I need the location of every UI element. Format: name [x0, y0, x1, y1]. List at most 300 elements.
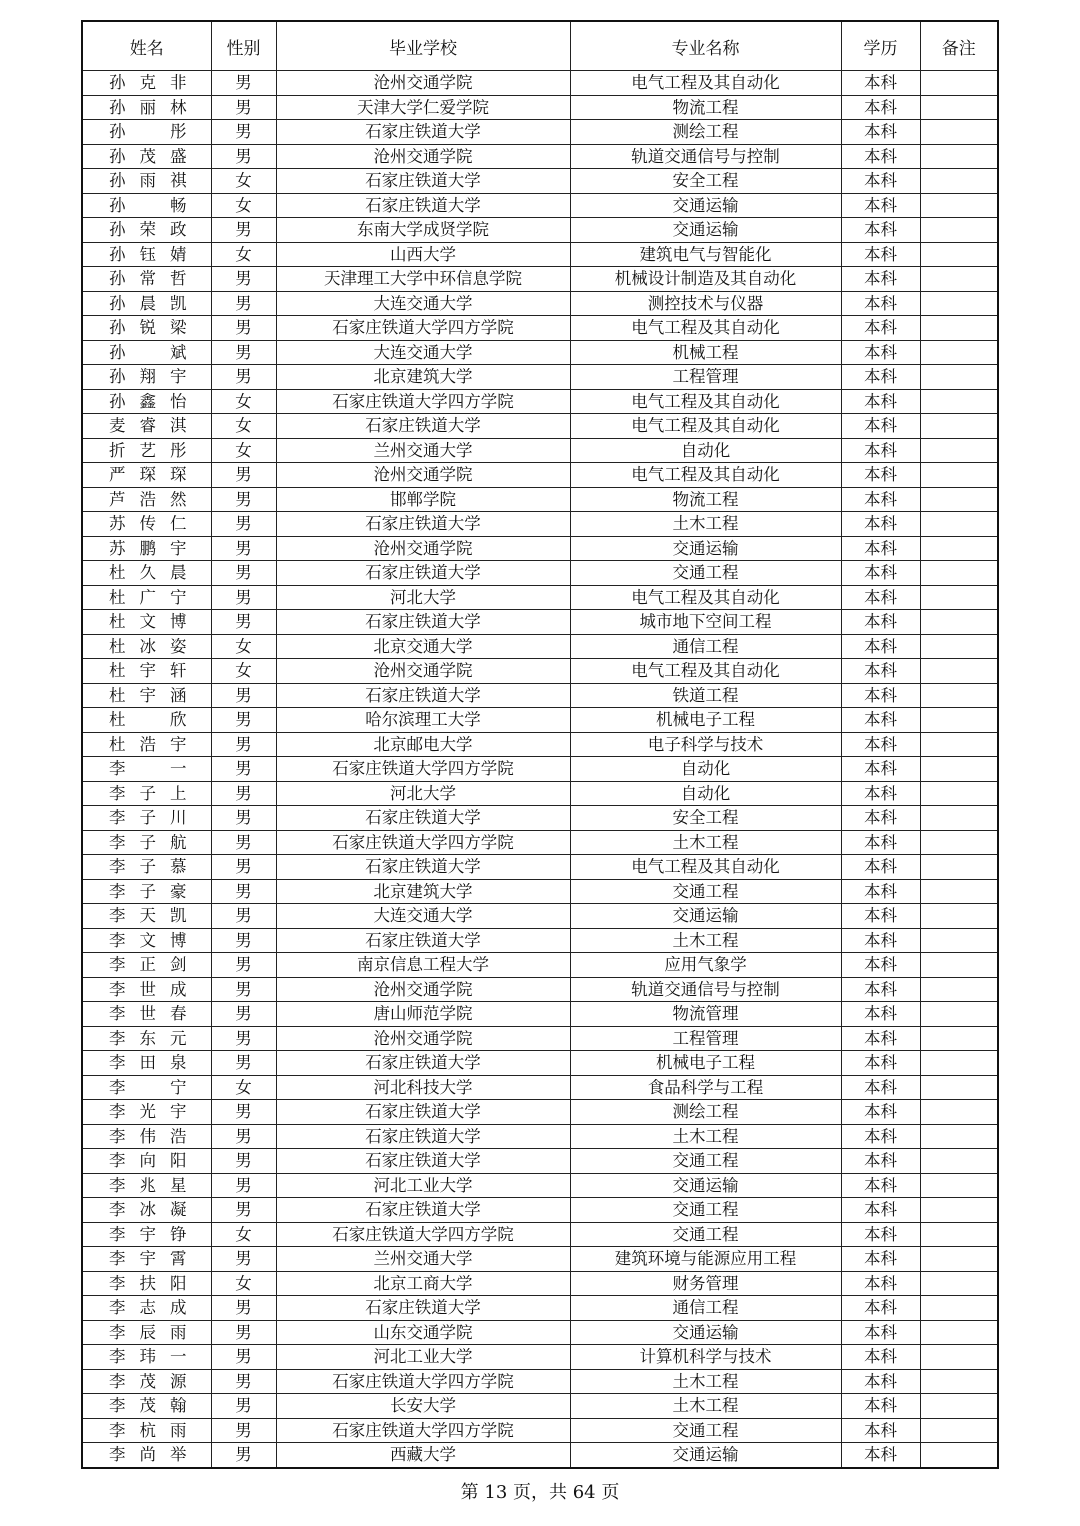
name-cell — [82, 561, 211, 586]
school-cell: 北京工商大学 — [276, 1271, 570, 1296]
name-cell — [82, 683, 211, 708]
table-row — [82, 487, 998, 512]
table-row — [82, 708, 998, 733]
degree-cell: 本科 — [841, 438, 920, 463]
table-body — [82, 71, 998, 1468]
person-name: 孙 丽 林 — [109, 97, 187, 117]
school-cell: 石家庄铁道大学四方学院 — [276, 1222, 570, 1247]
major-cell: 建筑电气与智能化 — [570, 242, 841, 267]
name-cell — [82, 169, 211, 194]
major-cell: 应用气象学 — [570, 953, 841, 978]
name-cell — [82, 1051, 211, 1076]
person-name: 李 扶 阳 — [109, 1273, 187, 1293]
major-cell: 物流管理 — [570, 1002, 841, 1027]
table-row — [82, 1026, 998, 1051]
degree-cell: 本科 — [841, 732, 920, 757]
gender-cell: 男 — [211, 757, 276, 782]
table-row — [82, 732, 998, 757]
major-cell: 交通工程 — [570, 879, 841, 904]
gender-cell: 男 — [211, 1296, 276, 1321]
degree-cell: 本科 — [841, 879, 920, 904]
gender-cell: 男 — [211, 806, 276, 831]
degree-cell: 本科 — [841, 659, 920, 684]
remarks-cell — [920, 708, 998, 733]
remarks-cell — [920, 1026, 998, 1051]
table-row — [82, 1222, 998, 1247]
person-name: 孙 晨 凯 — [109, 293, 187, 313]
degree-cell: 本科 — [841, 267, 920, 292]
degree-cell: 本科 — [841, 487, 920, 512]
remarks-cell — [920, 144, 998, 169]
remarks-cell — [920, 1198, 998, 1223]
gender-cell: 女 — [211, 634, 276, 659]
major-cell: 电气工程及其自动化 — [570, 463, 841, 488]
major-cell: 土木工程 — [570, 1124, 841, 1149]
degree-cell: 本科 — [841, 463, 920, 488]
remarks-cell — [920, 953, 998, 978]
major-cell: 安全工程 — [570, 169, 841, 194]
gender-cell: 男 — [211, 1320, 276, 1345]
remarks-cell — [920, 365, 998, 390]
major-cell: 自动化 — [570, 781, 841, 806]
table-row — [82, 1100, 998, 1125]
person-name: 孙 翔 宇 — [109, 367, 187, 387]
school-cell: 石家庄铁道大学 — [276, 855, 570, 880]
school-cell: 沧州交通学院 — [276, 659, 570, 684]
degree-cell: 本科 — [841, 806, 920, 831]
name-cell — [82, 585, 211, 610]
major-cell: 城市地下空间工程 — [570, 610, 841, 635]
degree-cell: 本科 — [841, 1345, 920, 1370]
table-row — [82, 683, 998, 708]
gender-cell: 男 — [211, 585, 276, 610]
major-cell: 电气工程及其自动化 — [570, 855, 841, 880]
gender-cell: 女 — [211, 1271, 276, 1296]
person-name: 李 子 上 — [109, 783, 187, 803]
gender-cell: 女 — [211, 242, 276, 267]
school-cell: 兰州交通大学 — [276, 1247, 570, 1272]
table-row — [82, 610, 998, 635]
degree-cell: 本科 — [841, 1100, 920, 1125]
person-name: 李 光 宇 — [109, 1102, 187, 1122]
gender-cell: 男 — [211, 1149, 276, 1174]
major-cell: 交通工程 — [570, 1149, 841, 1174]
school-cell: 河北工业大学 — [276, 1173, 570, 1198]
person-name: 李 宁 — [109, 1077, 187, 1097]
school-cell: 石家庄铁道大学 — [276, 193, 570, 218]
gender-cell: 男 — [211, 1173, 276, 1198]
degree-cell: 本科 — [841, 1149, 920, 1174]
gender-cell: 男 — [211, 267, 276, 292]
degree-cell: 本科 — [841, 1320, 920, 1345]
person-name: 李 兆 星 — [109, 1175, 187, 1195]
name-cell — [82, 953, 211, 978]
name-cell — [82, 218, 211, 243]
gender-cell: 男 — [211, 1100, 276, 1125]
remarks-cell — [920, 1394, 998, 1419]
table-row — [82, 953, 998, 978]
major-cell: 交通工程 — [570, 1222, 841, 1247]
table-row — [82, 120, 998, 145]
major-cell: 电气工程及其自动化 — [570, 585, 841, 610]
major-cell: 工程管理 — [570, 1026, 841, 1051]
person-name: 孙 克 非 — [109, 73, 187, 93]
school-cell: 石家庄铁道大学 — [276, 683, 570, 708]
gender-cell: 女 — [211, 169, 276, 194]
school-cell: 大连交通大学 — [276, 291, 570, 316]
table-row — [82, 169, 998, 194]
school-cell: 沧州交通学院 — [276, 144, 570, 169]
table-row — [82, 144, 998, 169]
remarks-cell — [920, 1418, 998, 1443]
remarks-cell — [920, 1002, 998, 1027]
person-name: 孙 钰 婧 — [109, 244, 187, 264]
table-row — [82, 1345, 998, 1370]
school-cell: 天津理工大学中环信息学院 — [276, 267, 570, 292]
school-cell: 河北大学 — [276, 781, 570, 806]
degree-cell: 本科 — [841, 1173, 920, 1198]
major-cell: 电气工程及其自动化 — [570, 71, 841, 96]
degree-cell: 本科 — [841, 193, 920, 218]
degree-cell: 本科 — [841, 1198, 920, 1223]
major-cell: 土木工程 — [570, 512, 841, 537]
name-cell — [82, 1247, 211, 1272]
table-row — [82, 1051, 998, 1076]
remarks-cell — [920, 1051, 998, 1076]
table-row — [82, 634, 998, 659]
roster-table — [81, 20, 999, 1469]
remarks-cell — [920, 389, 998, 414]
gender-cell: 男 — [211, 953, 276, 978]
major-cell: 工程管理 — [570, 365, 841, 390]
degree-cell: 本科 — [841, 536, 920, 561]
person-name: 李 玮 一 — [109, 1347, 187, 1367]
person-name: 杜 久 晨 — [109, 563, 187, 583]
name-cell — [82, 291, 211, 316]
major-cell: 电气工程及其自动化 — [570, 316, 841, 341]
gender-cell: 女 — [211, 193, 276, 218]
remarks-cell — [920, 414, 998, 439]
name-cell — [82, 120, 211, 145]
degree-cell: 本科 — [841, 71, 920, 96]
major-cell: 自动化 — [570, 438, 841, 463]
school-cell: 石家庄铁道大学 — [276, 1051, 570, 1076]
name-cell — [82, 242, 211, 267]
person-name: 芦 浩 然 — [109, 489, 187, 509]
remarks-cell — [920, 1443, 998, 1468]
table-row — [82, 365, 998, 390]
remarks-cell — [920, 1345, 998, 1370]
gender-cell: 男 — [211, 928, 276, 953]
person-name: 李 冰 凝 — [109, 1200, 187, 1220]
school-cell: 石家庄铁道大学 — [276, 1296, 570, 1321]
person-name: 李 杭 雨 — [109, 1420, 187, 1440]
major-cell: 电气工程及其自动化 — [570, 389, 841, 414]
degree-cell: 本科 — [841, 389, 920, 414]
major-cell: 物流工程 — [570, 95, 841, 120]
remarks-cell — [920, 512, 998, 537]
remarks-cell — [920, 536, 998, 561]
person-name: 杜 宇 轩 — [109, 661, 187, 681]
major-cell: 通信工程 — [570, 1296, 841, 1321]
gender-cell: 男 — [211, 561, 276, 586]
gender-cell: 男 — [211, 71, 276, 96]
major-cell: 轨道交通信号与控制 — [570, 144, 841, 169]
gender-cell: 男 — [211, 1443, 276, 1468]
degree-cell: 本科 — [841, 585, 920, 610]
person-name: 李 茂 翰 — [109, 1396, 187, 1416]
page-number: 第 13 页，共 64 页 — [460, 1482, 620, 1503]
name-cell — [82, 463, 211, 488]
remarks-cell — [920, 855, 998, 880]
table-row — [82, 1247, 998, 1272]
major-cell: 交通运输 — [570, 1173, 841, 1198]
school-cell: 石家庄铁道大学 — [276, 414, 570, 439]
name-cell — [82, 1320, 211, 1345]
person-name: 折 艺 彤 — [109, 440, 187, 460]
table-row — [82, 585, 998, 610]
remarks-cell — [920, 732, 998, 757]
table-row — [82, 855, 998, 880]
degree-cell: 本科 — [841, 1271, 920, 1296]
name-cell — [82, 806, 211, 831]
major-cell: 土木工程 — [570, 830, 841, 855]
major-cell: 食品科学与工程 — [570, 1075, 841, 1100]
person-name: 杜 浩 宇 — [109, 734, 187, 754]
table-row — [82, 781, 998, 806]
person-name: 李 田 泉 — [109, 1053, 187, 1073]
remarks-cell — [920, 267, 998, 292]
degree-cell: 本科 — [841, 1051, 920, 1076]
header-gender: 性别 — [211, 21, 276, 71]
table-row — [82, 536, 998, 561]
remarks-cell — [920, 610, 998, 635]
name-cell — [82, 757, 211, 782]
school-cell: 大连交通大学 — [276, 904, 570, 929]
gender-cell: 男 — [211, 95, 276, 120]
remarks-cell — [920, 1222, 998, 1247]
remarks-cell — [920, 120, 998, 145]
remarks-cell — [920, 781, 998, 806]
gender-cell: 男 — [211, 1394, 276, 1419]
remarks-cell — [920, 830, 998, 855]
table-row — [82, 659, 998, 684]
table-row — [82, 830, 998, 855]
table-row — [82, 1320, 998, 1345]
table-row — [82, 512, 998, 537]
school-cell: 哈尔滨理工大学 — [276, 708, 570, 733]
school-cell: 石家庄铁道大学 — [276, 1149, 570, 1174]
degree-cell: 本科 — [841, 316, 920, 341]
person-name: 杜 宇 涵 — [109, 685, 187, 705]
remarks-cell — [920, 1271, 998, 1296]
major-cell: 土木工程 — [570, 1394, 841, 1419]
name-cell — [82, 610, 211, 635]
school-cell: 石家庄铁道大学四方学院 — [276, 1418, 570, 1443]
school-cell: 北京建筑大学 — [276, 879, 570, 904]
table-row — [82, 806, 998, 831]
remarks-cell — [920, 1320, 998, 1345]
gender-cell: 男 — [211, 683, 276, 708]
table-row — [82, 242, 998, 267]
degree-cell: 本科 — [841, 1222, 920, 1247]
school-cell: 天津大学仁爱学院 — [276, 95, 570, 120]
table-row — [82, 71, 998, 96]
remarks-cell — [920, 634, 998, 659]
person-name: 苏 鹏 宇 — [109, 538, 187, 558]
person-name: 孙 鑫 怡 — [109, 391, 187, 411]
gender-cell: 男 — [211, 291, 276, 316]
degree-cell: 本科 — [841, 365, 920, 390]
name-cell — [82, 1002, 211, 1027]
school-cell: 山东交通学院 — [276, 1320, 570, 1345]
school-cell: 南京信息工程大学 — [276, 953, 570, 978]
degree-cell: 本科 — [841, 781, 920, 806]
person-name: 孙 茂 盛 — [109, 146, 187, 166]
table-row — [82, 414, 998, 439]
degree-cell: 本科 — [841, 1418, 920, 1443]
school-cell: 河北大学 — [276, 585, 570, 610]
remarks-cell — [920, 904, 998, 929]
major-cell: 安全工程 — [570, 806, 841, 831]
degree-cell: 本科 — [841, 218, 920, 243]
remarks-cell — [920, 291, 998, 316]
remarks-cell — [920, 193, 998, 218]
person-name: 孙 畅 — [109, 195, 187, 215]
person-name: 杜 广 宁 — [109, 587, 187, 607]
major-cell: 土木工程 — [570, 928, 841, 953]
school-cell: 唐山师范学院 — [276, 1002, 570, 1027]
gender-cell: 男 — [211, 732, 276, 757]
school-cell: 石家庄铁道大学 — [276, 169, 570, 194]
degree-cell: 本科 — [841, 1002, 920, 1027]
person-name: 李 宇 铮 — [109, 1224, 187, 1244]
gender-cell: 女 — [211, 438, 276, 463]
school-cell: 北京邮电大学 — [276, 732, 570, 757]
table-row — [82, 1124, 998, 1149]
remarks-cell — [920, 1173, 998, 1198]
gender-cell: 男 — [211, 1198, 276, 1223]
degree-cell: 本科 — [841, 1369, 920, 1394]
table-row — [82, 463, 998, 488]
name-cell — [82, 708, 211, 733]
major-cell: 交通工程 — [570, 561, 841, 586]
remarks-cell — [920, 487, 998, 512]
table-row — [82, 267, 998, 292]
school-cell: 沧州交通学院 — [276, 71, 570, 96]
person-name: 杜 欣 — [109, 710, 187, 730]
major-cell: 交通运输 — [570, 904, 841, 929]
person-name: 李 正 剑 — [109, 955, 187, 975]
major-cell: 土木工程 — [570, 1369, 841, 1394]
person-name: 李 宇 霄 — [109, 1249, 187, 1269]
gender-cell: 女 — [211, 389, 276, 414]
major-cell: 机械工程 — [570, 340, 841, 365]
school-cell: 石家庄铁道大学 — [276, 1198, 570, 1223]
degree-cell: 本科 — [841, 1026, 920, 1051]
gender-cell: 男 — [211, 1026, 276, 1051]
remarks-cell — [920, 218, 998, 243]
person-name: 李 天 凯 — [109, 906, 187, 926]
gender-cell: 男 — [211, 1247, 276, 1272]
header-remarks: 备注 — [920, 21, 998, 71]
table-row — [82, 1443, 998, 1468]
remarks-cell — [920, 561, 998, 586]
gender-cell: 男 — [211, 781, 276, 806]
name-cell — [82, 1345, 211, 1370]
gender-cell: 女 — [211, 659, 276, 684]
gender-cell: 男 — [211, 904, 276, 929]
gender-cell: 男 — [211, 610, 276, 635]
degree-cell: 本科 — [841, 1124, 920, 1149]
degree-cell: 本科 — [841, 928, 920, 953]
school-cell: 石家庄铁道大学 — [276, 561, 570, 586]
school-cell: 石家庄铁道大学四方学院 — [276, 316, 570, 341]
degree-cell: 本科 — [841, 1075, 920, 1100]
gender-cell: 男 — [211, 512, 276, 537]
school-cell: 大连交通大学 — [276, 340, 570, 365]
major-cell: 测绘工程 — [570, 1100, 841, 1125]
remarks-cell — [920, 806, 998, 831]
degree-cell: 本科 — [841, 242, 920, 267]
remarks-cell — [920, 879, 998, 904]
remarks-cell — [920, 977, 998, 1002]
table-row — [82, 316, 998, 341]
table-row — [82, 1002, 998, 1027]
school-cell: 邯郸学院 — [276, 487, 570, 512]
remarks-cell — [920, 242, 998, 267]
name-cell — [82, 1271, 211, 1296]
school-cell: 沧州交通学院 — [276, 463, 570, 488]
person-name: 李 东 元 — [109, 1028, 187, 1048]
remarks-cell — [920, 1369, 998, 1394]
school-cell: 石家庄铁道大学四方学院 — [276, 830, 570, 855]
gender-cell: 男 — [211, 218, 276, 243]
name-cell — [82, 1394, 211, 1419]
degree-cell: 本科 — [841, 855, 920, 880]
degree-cell: 本科 — [841, 683, 920, 708]
major-cell: 交通运输 — [570, 193, 841, 218]
degree-cell: 本科 — [841, 953, 920, 978]
table-row — [82, 1075, 998, 1100]
school-cell: 石家庄铁道大学四方学院 — [276, 1369, 570, 1394]
table-row — [82, 1173, 998, 1198]
header-degree: 学历 — [841, 21, 920, 71]
gender-cell: 男 — [211, 120, 276, 145]
school-cell: 北京交通大学 — [276, 634, 570, 659]
degree-cell: 本科 — [841, 512, 920, 537]
remarks-cell — [920, 438, 998, 463]
degree-cell: 本科 — [841, 904, 920, 929]
gender-cell: 男 — [211, 1418, 276, 1443]
school-cell: 石家庄铁道大学 — [276, 120, 570, 145]
remarks-cell — [920, 1149, 998, 1174]
remarks-cell — [920, 169, 998, 194]
major-cell: 交通工程 — [570, 1418, 841, 1443]
person-name: 苏 传 仁 — [109, 514, 187, 534]
name-cell — [82, 1222, 211, 1247]
name-cell — [82, 1369, 211, 1394]
major-cell: 机械电子工程 — [570, 708, 841, 733]
school-cell: 石家庄铁道大学四方学院 — [276, 389, 570, 414]
header-row — [82, 21, 998, 71]
person-name: 孙 雨 祺 — [109, 171, 187, 191]
name-cell — [82, 536, 211, 561]
person-name: 孙 常 哲 — [109, 269, 187, 289]
name-cell — [82, 732, 211, 757]
gender-cell: 男 — [211, 1369, 276, 1394]
name-cell — [82, 365, 211, 390]
